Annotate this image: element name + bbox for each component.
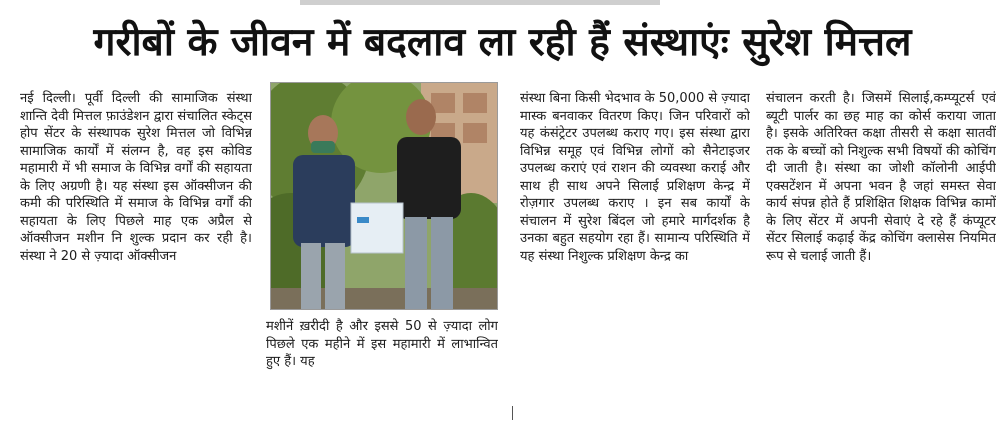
news-photo xyxy=(270,82,498,310)
column-4-text: संचालन करती है। जिसमें सिलाई,कम्प्यूटर्स एवं ब्यूटी पार्लर का छह माह का कोर्स कराया जाता है। इसके अतिरिक्त कक्षा तीसरी से कक्षा सातवीं तक के बच्चों को निशुल्क सभी विषयों की कोचिंग दी जाती है। संस्था का जोशी कॉलोनी आईपी एक्सटेंशन में अपना भवन है जहां समस्त सेवा कार्य संपन्न होते हैं प्रशिक्षित शिक्षक विभिन्न कामों के लिए सेंटर में अपनी सेवाएं दे रहे हैं कंप्यूटर सेंटर सिलाई कढ़ाई केंद्र कोचिंग क्लासेस नियमित रूप से चलाई जाती हैं। xyxy=(766,91,996,264)
article-column-2 xyxy=(266,318,498,410)
top-border-strip xyxy=(300,0,660,5)
article-column-3 xyxy=(520,90,750,410)
article-headline: गरीबों के जीवन में बदलाव ला रही हैं संस्थाएंः सुरेश मित्तल xyxy=(93,20,912,65)
column-2-text: मशीनें ख़रीदी है और इससे 50 से ज़्यादा लोग पिछले एक महीने में इस महामारी में लाभान्वित हुए हैं। यह xyxy=(266,319,498,369)
column-1-text: नई दिल्ली। पूर्वी दिल्ली की सामाजिक संस्था शान्ति देवी मित्तल फ़ाउंडेशन द्वारा संचालित स्केट्स होप सेंटर के संस्थापक सुरेश मित्तल जो विभिन्न सामाजिक कार्यों में संलग्न है, वह इस कोविड महामारी में भी समाज के विभिन्न वर्गों की सहायता के लिए अग्रणी है। यह संस्था इस ऑक्सीजन की कमी की परिस्थिति में समाज के विभिन्न वर्गों की सहायता के लिए पिछले माह एक अप्रैल से ऑक्सीजन मशीन नि शुल्क प्रदान कर रही है। संस्था ने 20 से ज़्यादा ऑक्सीजन xyxy=(20,91,252,264)
column-3-text: संस्था बिना किसी भेदभाव के 50,000 से ज़्यादा मास्क बनवाकर वितरण किए। जिन परिवारों को यह कंसंट्रेटर उपलब्ध कराए गए। इस संस्था द्वारा विभिन्न समूह एवं विभिन्न लोगों को सैनेटाइजर उपलब्ध कराएं एवं राशन की व्यवस्था कराई और साथ ही साथ अपने सिलाई प्रशिक्षण केन्द्र में रोज़गार उपलब्ध कराए । इन सब कार्यों के संचालन में सुरेश बिंदल जो हमारे मार्गदर्शक है उनका बहुत सहयोग रहा हैं। सामान्य परिस्थिति में यह संस्था निशुल्क प्रशिक्षण केन्द्र का xyxy=(520,91,750,264)
article-column-4 xyxy=(766,90,996,410)
column-divider-mark xyxy=(512,406,513,420)
article-column-1 xyxy=(20,90,252,410)
news-photo-image xyxy=(271,83,497,309)
